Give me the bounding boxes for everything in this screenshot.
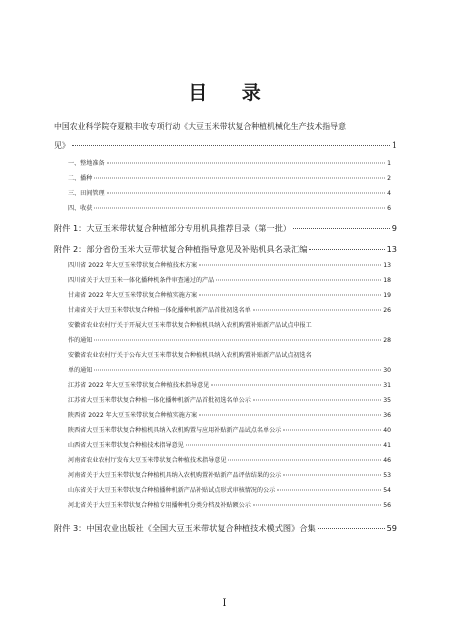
page-number: 36 (383, 412, 391, 419)
appendix-2-item-label: 山东省关于大豆玉米带状复合种植播种机新产品补贴试点形式审核情况的公示 (68, 487, 276, 494)
appendix-2-item-label: 作的通知 (68, 337, 93, 344)
leader-dots (94, 340, 381, 341)
appendix-2-label: 附件 2：部分省份玉米大豆带状复合种植指导意见及补贴机具名录汇编 (54, 244, 308, 254)
appendix-2-item-label: 江苏省大豆玉米带状复合种植一体化播种机新产品首批初选名单公示 (68, 397, 251, 404)
appendix-2-item-entry[interactable] (68, 470, 391, 479)
section-entry[interactable] (68, 173, 391, 182)
page-number: 28 (383, 337, 391, 344)
page-footer-number: I (222, 598, 227, 609)
page-number: 26 (383, 307, 391, 314)
appendix-2-item-entry[interactable] (68, 455, 391, 464)
section-label: 四、收获 (68, 205, 93, 212)
leader-dots (318, 528, 385, 529)
leader-dots (199, 265, 381, 266)
appendix-2-item-entry[interactable] (68, 440, 391, 449)
leader-dots (216, 280, 381, 281)
page-number: 2 (387, 175, 391, 182)
page-number: 46 (383, 457, 391, 464)
appendix-2-item-label: 单的通知 (68, 367, 93, 374)
leader-dots (253, 505, 381, 506)
intro-line-2: 见》 (54, 141, 70, 150)
leader-dots (253, 400, 381, 401)
section-label: 一、整地准备 (68, 160, 105, 167)
page-number: 1 (391, 141, 397, 150)
appendix-2-entry[interactable] (54, 244, 397, 255)
page-number: 59 (386, 523, 397, 533)
leader-dots (199, 415, 381, 416)
leader-dots (211, 385, 381, 386)
leader-dots (107, 163, 386, 164)
appendix-2-item-entry[interactable] (68, 335, 391, 344)
appendix-2-item-entry[interactable] (68, 305, 391, 314)
appendix-2-item-label: 山西省大豆玉米带状复合种植技术指导意见 (68, 442, 184, 449)
leader-dots (283, 430, 381, 431)
page-number: 41 (383, 442, 391, 449)
page-number: 56 (383, 502, 391, 509)
leader-dots (72, 145, 390, 146)
appendix-2-item-label: 河北省关于大豆玉米带状复合种植专用播种机分类分档及补贴额公示 (68, 502, 251, 509)
appendix-2-item-label: 河南省农业农村厅发布大豆玉米带状复合种植技术指导意见 (68, 457, 227, 464)
appendix-2-item-entry[interactable] (68, 275, 391, 284)
appendix-2-item-entry[interactable] (68, 410, 391, 419)
appendix-2-item-entry[interactable] (68, 425, 391, 434)
intro-entry[interactable] (54, 140, 397, 151)
section-label: 二、播种 (68, 175, 93, 182)
appendix-2-item-label: 甘肃省关于大豆玉米带状复合种植一体化播种机新产品首批初选名单 (68, 307, 251, 314)
appendix-2-item-entry[interactable] (68, 380, 391, 389)
intro-line-1[interactable]: 中国农业科学院夺夏粮丰收专项行动《大豆玉米带状复合种植机械化生产技术指导意 (54, 122, 346, 131)
appendix-2-item-label: 陕西省 2022 年大豆玉米带状复合种植实施方案 (68, 412, 198, 419)
section-entry[interactable] (68, 188, 391, 197)
appendix-2-item-wrapped-line[interactable]: 安徽省农业农村厅关于开展大豆玉米带状复合种植机具纳入农机购置补贴新产品试点申报工 (68, 322, 312, 329)
page-number: 53 (383, 472, 391, 479)
page-number: 40 (383, 427, 391, 434)
page-number: 54 (383, 487, 391, 494)
appendix-1-entry[interactable] (54, 223, 397, 234)
appendix-2-item-label: 甘肃省 2022 年大豆玉米带状复合种植实施方案 (68, 292, 198, 299)
leader-dots (107, 193, 386, 194)
appendix-3-label: 附件 3：中国农业出版社《全国大豆玉米带状复合种植技术模式图》合集 (54, 523, 316, 533)
leader-dots (94, 178, 385, 179)
page-number: 1 (387, 160, 391, 167)
page-number: 13 (383, 262, 391, 269)
appendix-2-item-label: 陕西省大豆玉米带状复合种植机具纳入农机购置与应用补贴新产品试点名单公示 (68, 427, 282, 434)
appendix-2-item-wrapped-line[interactable]: 安徽省农业农村厅关于公布大豆玉米带状复合种植机具纳入农机购置补贴新产品试点初选名 (68, 352, 312, 359)
leader-dots (94, 208, 385, 209)
leader-dots (283, 475, 381, 476)
appendix-2-item-label: 四川省关于大豆玉米一体化播种机条件审查通过的产品 (68, 277, 215, 284)
page-number: 18 (383, 277, 391, 284)
page-number: 31 (383, 382, 391, 389)
appendix-2-item-label: 江苏省 2022 年大豆玉米带状复合种植技术指导意见 (68, 382, 210, 389)
page-number: 6 (387, 205, 391, 212)
leader-dots (186, 445, 381, 446)
appendix-2-item-label: 四川省 2022 年大豆玉米带状复合种植技术方案 (68, 262, 198, 269)
leader-dots (277, 490, 381, 491)
appendix-3-entry[interactable] (54, 523, 397, 534)
appendix-1-label: 附件 1：大豆玉米带状复合种植部分专用机具推荐目录（第一批） (54, 223, 292, 233)
leader-dots (309, 249, 384, 250)
leader-dots (293, 228, 390, 229)
page-number: 13 (386, 244, 397, 254)
page-number: 30 (383, 367, 391, 374)
page-title: 目 录 (188, 82, 275, 104)
leader-dots (94, 370, 381, 371)
appendix-2-item-entry[interactable] (68, 485, 391, 494)
appendix-2-item-entry[interactable] (68, 500, 391, 509)
page-number: 19 (383, 292, 391, 299)
section-label: 三、田间管理 (68, 190, 105, 197)
page-number: 4 (387, 190, 391, 197)
appendix-2-item-label: 河南省关于大豆玉米带状复合种植机具纳入农机购置补贴新产品评估结果的公示 (68, 472, 282, 479)
page-number: 9 (391, 223, 397, 233)
appendix-2-item-entry[interactable] (68, 395, 391, 404)
appendix-2-item-entry[interactable] (68, 365, 391, 374)
appendix-2-item-entry[interactable] (68, 260, 391, 269)
leader-dots (253, 310, 381, 311)
section-entry[interactable] (68, 158, 391, 167)
leader-dots (199, 295, 381, 296)
appendix-2-item-entry[interactable] (68, 290, 391, 299)
section-entry[interactable] (68, 203, 391, 212)
page-number: 35 (383, 397, 391, 404)
leader-dots (228, 460, 381, 461)
